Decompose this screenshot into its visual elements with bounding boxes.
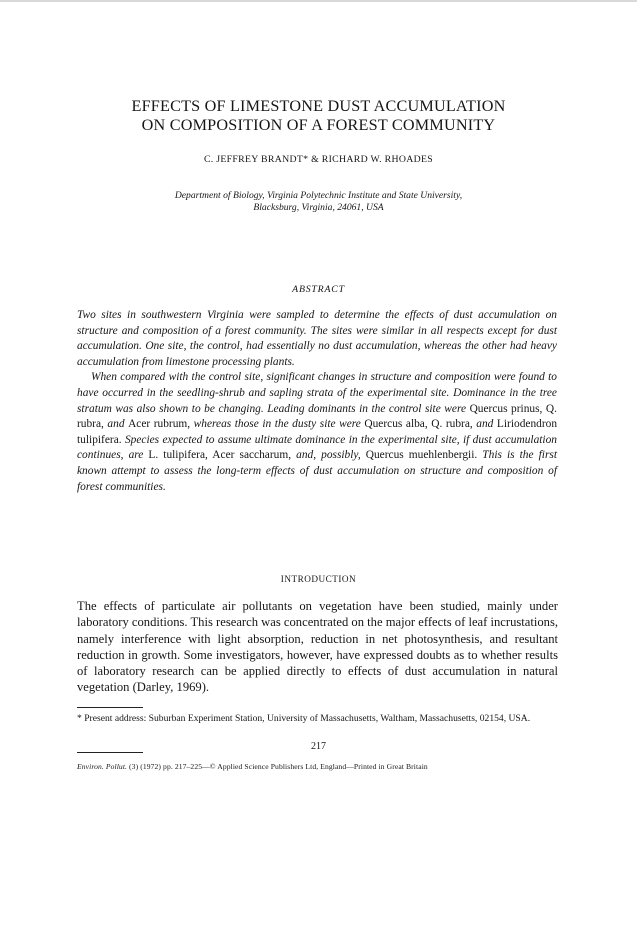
author-list: C. JEFFREY BRANDT* & RICHARD W. RHOADES xyxy=(203,154,434,165)
introduction-heading: INTRODUCTION xyxy=(280,574,357,584)
journal-name: Environ. Pollut. xyxy=(77,762,128,771)
citation-rule xyxy=(77,752,143,753)
author-affiliation xyxy=(90,190,547,214)
affiliation-line-1: Department of Biology, Virginia Polytechnic Institute and State University, xyxy=(174,190,463,201)
introduction-paragraph: The effects of particulate air pollutants on vegetation have been studied, mainly under laboratory conditions. This research was concentrated on the major effects of leaf incrustations, namely interference with light absorption, reduction in net photosynthesis, and resultant reduction in growth. Some investigators, however, have expressed doubts as to whether results of laboratory research can be applied directly to effects of dust accumulation in natural vegetation (Darley, 1969). xyxy=(77,599,558,695)
abstract-text: When compared with the control site, significant changes in structure and composition were found to have occurred in the seedling-shrub and sapling strata of the experimental site. Dominance in the tree stratum was also shown to be changing. Leading dominants in the control site were xyxy=(77,371,557,415)
abstract-body xyxy=(77,308,557,495)
abstract-text: Species expected to assume ultimate dominance in the experimental site, if dust accumulation continues, are xyxy=(77,433,557,462)
citation-details: (3) (1972) pp. 217–225—© Applied Science Publishers Ltd, England—Printed in Great Britain xyxy=(127,762,428,771)
abstract-paragraph-1: Two sites in southwestern Virginia were sampled to determine the effects of dust accumulation on structure and composition of a forest community. The sites were similar in all respects except for dust accumulation. One site, the control, had essentially no dust accumulation, whereas the other had heavy accumulation from limestone processing plants. xyxy=(77,309,557,368)
abstract-text: and xyxy=(472,418,497,431)
species-name: L. tulipifera, Acer saccharum, xyxy=(148,449,292,462)
species-name: Quercus muehlenbergii. xyxy=(365,449,478,462)
affiliation-line-2: Blacksburg, Virginia, 24061, USA xyxy=(253,202,384,213)
abstract-text: This is the first known attempt to assess the long-term effects of dust accumulation on structure and composition of forest communities. xyxy=(77,449,557,493)
title-line-2: ON COMPOSITION OF A FOREST COMMUNITY xyxy=(141,116,496,134)
journal-citation xyxy=(77,762,558,771)
title-line-1: EFFECTS OF LIMESTONE DUST ACCUMULATION xyxy=(131,97,506,115)
footnote-rule xyxy=(77,707,143,708)
abstract-text: and xyxy=(103,418,129,431)
page-number: 217 xyxy=(311,741,326,752)
page-top-edge xyxy=(0,0,637,2)
species-name: Quercus prinus, Q. rubra, xyxy=(77,402,557,431)
species-name: Quercus alba, Q. rubra, xyxy=(364,418,473,431)
paper-title xyxy=(60,97,577,135)
species-name: Liriodendron tulipifera. xyxy=(77,418,558,446)
abstract-heading: ABSTRACT xyxy=(292,284,345,295)
footnote: * Present address: Suburban Experiment Station, University of Massachusetts, Waltham, Massachusetts, 02154, USA. xyxy=(77,713,531,724)
abstract-text: and, possibly, xyxy=(291,449,366,462)
abstract-paragraph-2 xyxy=(77,370,557,495)
abstract-text: whereas those in the dusty site were xyxy=(190,418,365,431)
species-name: Acer rubrum, xyxy=(128,418,191,431)
